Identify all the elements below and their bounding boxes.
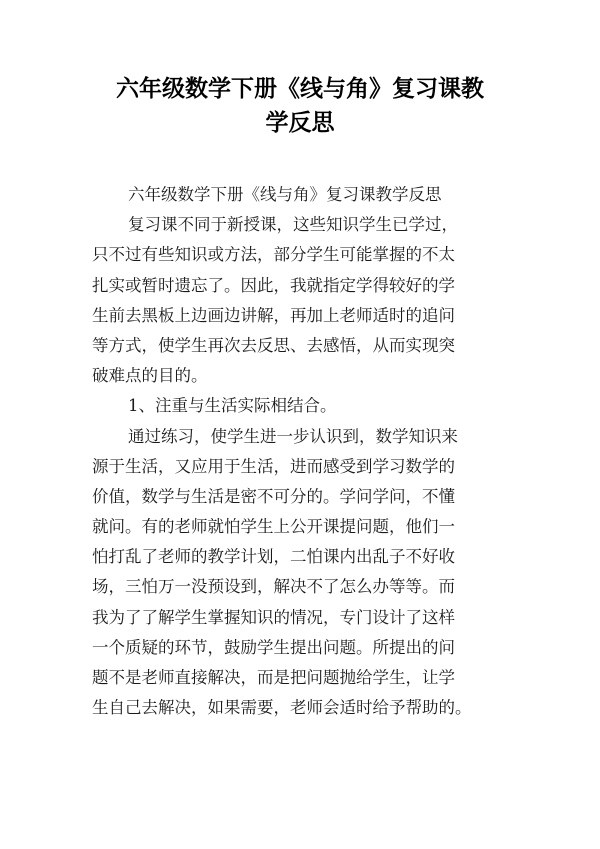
body-line: 一个质疑的环节，鼓励学生提出问题。所提出的问 — [92, 637, 455, 657]
body-line: 生前去黑板上边画边讲解，再加上老师适时的追问 — [92, 305, 455, 325]
body-line: 价值，数学与生活是密不可分的。学问学问，不懂 — [92, 486, 455, 506]
body-line: 题不是老师直接解决，而是把问题抛给学生，让学 — [92, 668, 455, 687]
body-line: 我为了了解学生掌握知识的情况，专门设计了这样 — [92, 607, 455, 627]
body-line: 通过练习，使学生进一步认识到，数学知识来 — [128, 426, 458, 446]
body-subtitle: 六年级数学下册《线与角》复习课教学反思 — [128, 185, 442, 204]
document-title-line-1: 六年级数学下册《线与角》复习课教 — [116, 76, 484, 102]
body-line: 场，三怕万一没预设到，解决不了怎么办等等。而 — [92, 577, 455, 597]
body-line: 等方式，使学生再次去反思、去感悟，从而实现突 — [92, 335, 455, 355]
section-heading: 1、注重与生活实际相结合。 — [128, 396, 337, 416]
body-line: 怕打乱了老师的教学计划，二怕课内出乱子不好收 — [92, 547, 455, 567]
body-line: 源于生活，又应用于生活，进而感受到学习数学的 — [92, 456, 455, 476]
body-line: 扎实或暂时遗忘了。因此，我就指定学得较好的学 — [92, 275, 455, 295]
body-line: 破难点的目的。 — [92, 366, 208, 386]
document-body — [92, 180, 512, 723]
body-line: 生自己去解决，如果需要，老师会适时给予帮助的。 — [92, 698, 472, 718]
body-line: 就问。有的老师就怕学生上公开课提问题，他们一 — [92, 517, 455, 537]
body-line: 只不过有些知识或方法，部分学生可能掌握的不太 — [92, 245, 455, 265]
body-line: 复习课不同于新授课，这些知识学生已学过， — [128, 215, 458, 235]
document-title-line-2: 学反思 — [265, 110, 335, 136]
